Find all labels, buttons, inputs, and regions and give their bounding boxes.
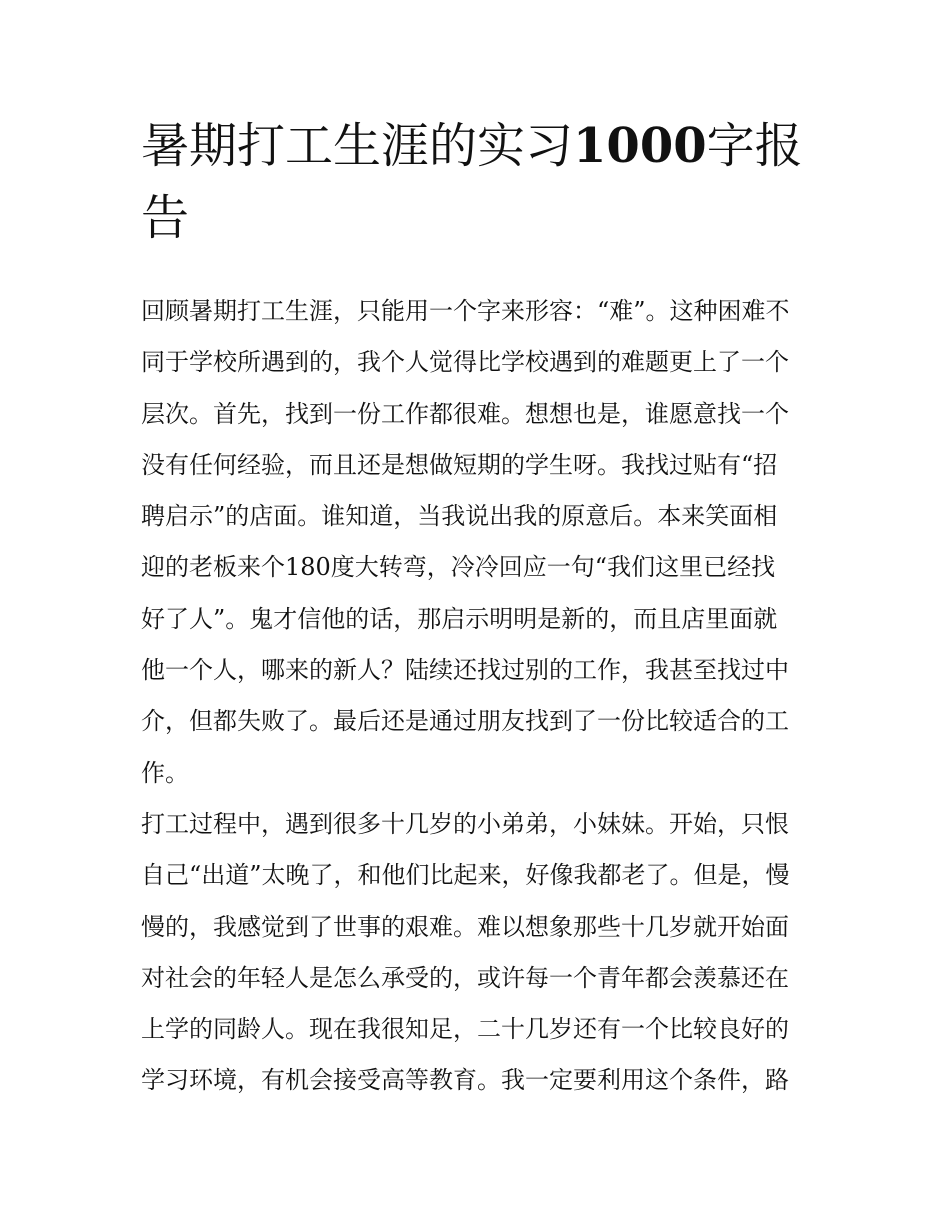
text-line: 层次。首先，找到一份工作都很难。想想也是，谁愿意找一个 [141, 399, 789, 428]
title-text-before: 暑期打工生涯的实习 [141, 118, 574, 174]
text-line: 介，但都失败了。最后还是通过朋友找到了一份比较适合的工 [141, 707, 789, 736]
text-line: 作。 [141, 758, 189, 787]
text-line: 迎的老板来个180度大转弯，冷冷回应一句“我们这里已经找 [141, 553, 776, 582]
text-line: 自己“出道”太晚了，和他们比起来，好像我都老了。但是，慢 [141, 861, 790, 890]
text-line: 上学的同龄人。现在我很知足，二十几岁还有一个比较良好的 [141, 1015, 789, 1044]
document-title [141, 110, 813, 254]
document-page [141, 110, 813, 1107]
text-line: 慢的，我感觉到了世事的艰难。难以想象那些十几岁就开始面 [141, 912, 789, 941]
text-line: 学习环境，有机会接受高等教育。我一定要利用这个条件，路 [141, 1066, 789, 1095]
text-line: 回顾暑期打工生涯，只能用一个字来形容：“难”。这种困难不 [141, 297, 790, 325]
text-line: 他一个人，哪来的新人？陆续还找过别的工作，我甚至找过中 [141, 656, 789, 685]
paragraph-2 [141, 799, 813, 1107]
title-text-after: 字报告 [141, 118, 803, 246]
text-line: 打工过程中，遇到很多十几岁的小弟弟，小妹妹。开始，只恨 [141, 809, 789, 838]
text-line: 聘启示”的店面。谁知道，当我说出我的原意后。本来笑面相 [141, 502, 778, 531]
document-body [141, 286, 813, 1107]
text-line: 对社会的年轻人是怎么承受的，或许每一个青年都会羡慕还在 [141, 963, 789, 992]
text-line: 同于学校所遇到的，我个人觉得比学校遇到的难题更上了一个 [141, 348, 789, 377]
title-number: 1000 [573, 118, 707, 174]
paragraph-1 [141, 286, 813, 799]
text-line: 没有任何经验，而且还是想做短期的学生呀。我找过贴有“招 [141, 450, 778, 479]
text-line: 好了人”。鬼才信他的话，那启示明明是新的，而且店里面就 [141, 604, 778, 633]
